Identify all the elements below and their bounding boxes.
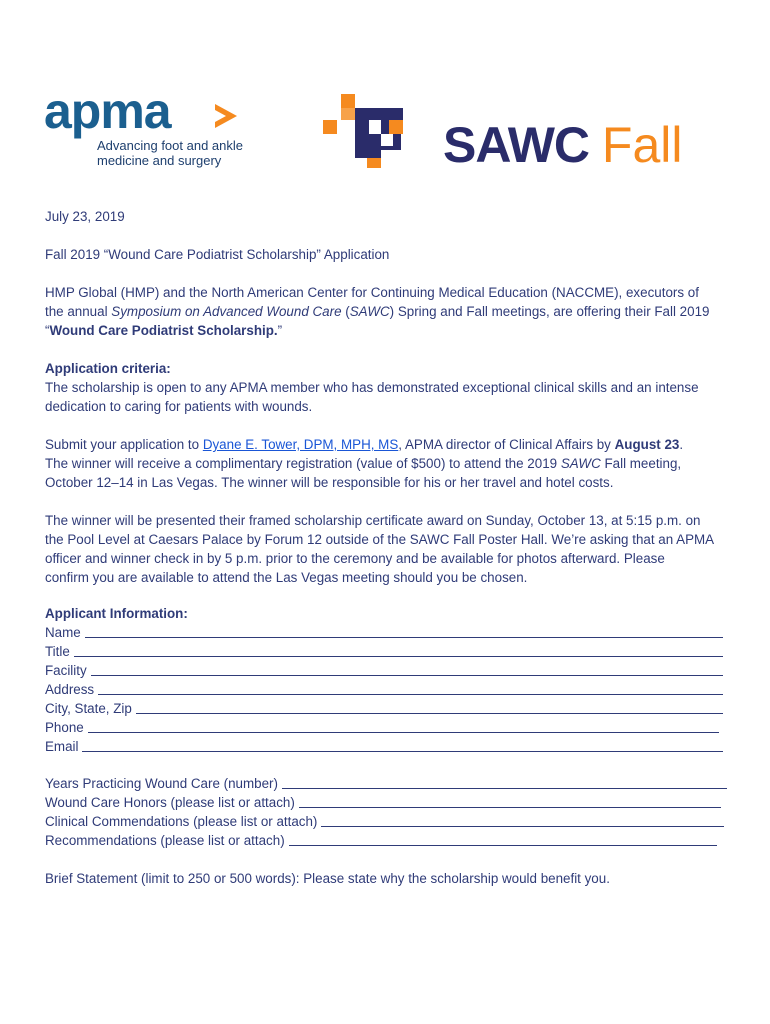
logo-square [323,120,337,134]
logo-square [341,108,355,120]
address-field[interactable] [45,680,723,699]
applicant-heading: Applicant Information: [45,606,188,621]
logo-square [355,134,381,158]
presentation-line-3: officer and winner check in by 5 p.m. prior to the ceremony and be available for photos afterward. Please [45,551,665,566]
presentation-line-4: confirm you are available to attend the Las Vegas meeting should you be chosen. [45,570,528,585]
email-field[interactable] [45,737,723,756]
logo-square [367,158,381,168]
apma-wordmark: apma [44,83,171,139]
fill-in-line[interactable] [289,831,717,846]
fill-in-line[interactable] [82,737,723,752]
field-label: Title [45,644,70,659]
field-label: Facility [45,663,87,678]
apma-arrow-notch [215,110,226,122]
intro-text: the annual [45,304,112,319]
fill-in-line[interactable] [98,680,723,695]
logo-square [369,120,381,134]
fill-in-line[interactable] [299,793,721,808]
fill-in-line[interactable] [321,812,724,827]
field-label: Email [45,739,79,754]
clinical-commendations-field[interactable] [45,812,724,831]
submit-text: The winner will receive a complimentary registration (value of $500) to attend the 2019 [45,456,561,471]
field-label: Recommendations (please list or attach) [45,833,285,848]
intro-text: ( [341,304,350,319]
deadline-date: August 23 [614,437,680,452]
fill-in-line[interactable] [88,718,719,733]
contact-email-link[interactable]: Dyane E. Tower, DPM, MPH, MS [202,437,399,452]
presentation-line-2: the Pool Level at Caesars Palace by Forum 12 outside of the SAWC Fall Poster Hall. We’re asking that an APMA [45,532,715,547]
submit-line-1 [45,435,683,454]
fill-in-line[interactable] [136,699,723,714]
submit-line-2 [45,454,681,473]
field-label: Name [45,625,81,640]
apma-tagline-line-1: Advancing foot and ankle [97,138,243,153]
field-label: Address [45,682,95,697]
apma-logo [44,83,264,176]
submit-text: Submit your application to [45,437,203,452]
wound-care-honors-field[interactable] [45,793,721,812]
intro-line-3 [45,321,282,340]
intro-text: “ [45,323,50,338]
sawc-abbrev: SAWC [560,456,601,471]
intro-line-1: HMP Global (HMP) and the North American Center for Continuing Medical Education (NACCME), executors of [45,285,699,300]
fill-in-line[interactable] [91,661,723,676]
logo-square [389,120,403,134]
phone-field[interactable] [45,718,719,737]
presentation-line-1: The winner will be presented their framed scholarship certificate award on Sunday, October 13, at 5:15 p.m. on [45,513,701,528]
field-label: Wound Care Honors (please list or attach) [45,795,295,810]
city-state-zip-field[interactable] [45,699,723,718]
sawc-fall-logo [323,94,733,174]
recommendations-field[interactable] [45,831,717,850]
criteria-line-1: The scholarship is open to any APMA member who has demonstrated exceptional clinical skills and an intense [45,380,699,395]
intro-text: ) Spring and Fall meetings, are offering their Fall 2019 [389,304,710,319]
brief-statement-prompt: Brief Statement (limit to 250 or 500 words): Please state why the scholarship would benefit you. [45,871,610,886]
sawc-season: Fall [601,117,683,173]
logo-square [381,134,393,146]
fill-in-line[interactable] [85,623,723,638]
logo-square [341,94,355,108]
years-practicing-field[interactable] [45,774,727,793]
intro-line-2 [45,302,709,321]
criteria-heading: Application criteria: [45,361,171,376]
field-label: City, State, Zip [45,701,132,716]
letter-date: July 23, 2019 [45,209,125,224]
submit-text: Fall meeting, [600,456,682,471]
intro-text: ” [277,323,283,338]
title-field[interactable] [45,642,723,661]
name-field[interactable] [45,623,723,642]
fill-in-line[interactable] [74,642,723,657]
submit-text: , APMA director of Clinical Affairs by [398,437,615,452]
field-label: Clinical Commendations (please list or attach) [45,814,318,829]
apma-tagline [97,138,267,168]
submit-text: . [679,437,684,452]
facility-field[interactable] [45,661,723,680]
sawc-wordmark [443,117,683,173]
sawc-word: SAWC [443,117,589,173]
sawc-abbrev: SAWC [349,304,390,319]
apma-tagline-line-2: medicine and surgery [97,153,222,168]
fill-in-line[interactable] [282,774,727,789]
submit-line-3: October 12–14 in Las Vegas. The winner will be responsible for his or her travel and hotel costs. [45,475,614,490]
symposium-name: Symposium on Advanced Wound Care [111,304,342,319]
criteria-line-2: dedication to caring for patients with wounds. [45,399,313,414]
scholarship-name: Wound Care Podiatrist Scholarship. [49,323,278,338]
letter-title: Fall 2019 “Wound Care Podiatrist Scholarship” Application [45,247,390,262]
field-label: Phone [45,720,84,735]
field-label: Years Practicing Wound Care (number) [45,776,278,791]
